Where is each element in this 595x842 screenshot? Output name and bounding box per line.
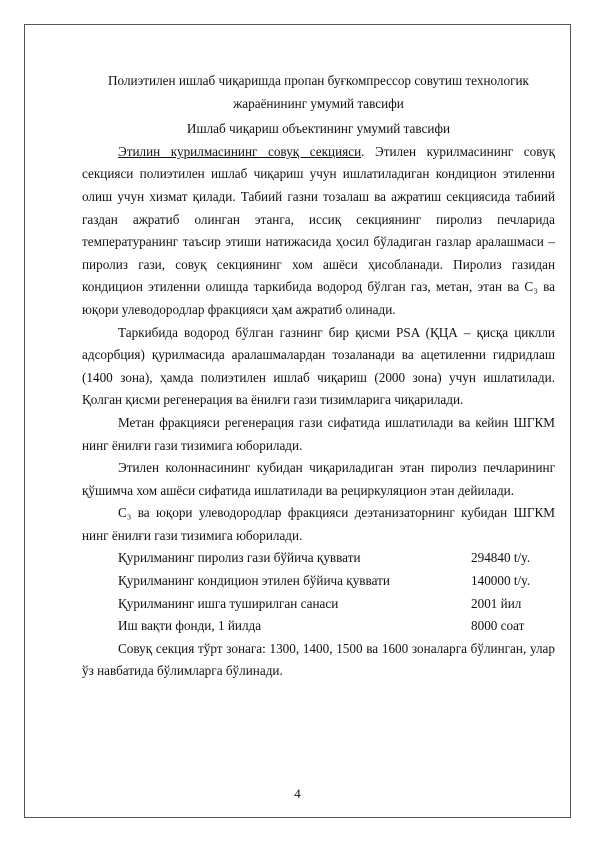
spec-row [82, 570, 555, 593]
paragraph-1-lead: Этилин курилмасининг совуқ секцияси [118, 143, 362, 159]
paragraph-1-text: . Этилен курилмасининг совуқ секцияси полиэтилен ишлаб чиқариш учун ишлатиладиган кондицион этиленни олиш учун хизмат қилади. Табиий газни тозалаш ва ажратиш секциясида табиий газдан ажратиб олинган этанга, иссиқ секциянинг пиролиз печларида температуранинг таъсир этиши натижасида ҳосил бўладиган газлар аралашмаси – пиролиз гази, совуқ секциянинг хом ашёси ҳисобланади. Пиролиз газидан кондицион этиленни олишда таркибида водород бўлган газ, метан, этан ва C₃ ва юқори улеводородлар фракцияси ҳам ажратиб олинади. [82, 143, 555, 317]
paragraph-3: Метан фракцияси регенерация гази сифатида ишлатилади ва кейин ШГКМ нинг ёнилғи гази тизимига юборилади. [82, 414, 555, 453]
spec-row [82, 593, 555, 616]
spec-label: Иш вақти фонди, 1 йилда [118, 618, 262, 634]
spec-value: 294840 t/y. [471, 550, 531, 566]
document-title: Полиэтилен ишлаб чиқаришда пропан буғкомпрессор совутиш технологик жараёнининг умумий тавсифи [108, 73, 529, 111]
spec-label: Қурилманинг ишга туширилган санаси [118, 595, 339, 611]
paragraph-1 [82, 141, 555, 322]
document-body [82, 70, 555, 683]
paragraph-2: Таркибида водород бўлган газнинг бир қисми PSA (ҚЦА – қисқа циклли адсорбция) қурилмасида аралашмалардан тозаланади ва ацетиленни гидридлаш (1400 зона), ҳамда полиэтилен ишлаб чиқариш (2000 зона) учун ишлатилади. Қолган қисми регенерация ва ёнилғи гази тизимларига чиқарилади. [82, 324, 555, 408]
spec-row [82, 547, 555, 570]
spec-label: Қурилманинг кондицион этилен бўйича қуввати [118, 573, 390, 589]
closing-paragraph: Совуқ секция тўрт зонага: 1300, 1400, 1500 ва 1600 зоналарга бўлинган, улар ўз навбатида бўлимларга бўлинади. [82, 640, 555, 679]
spec-value: 2001 йил [471, 595, 522, 611]
spec-value: 8000 соат [471, 618, 525, 634]
section-title: Ишлаб чиқариш объектининг умумий тавсифи [186, 121, 451, 137]
paragraph-5: C₃ ва юқори улеводородлар фракцияси деэтанизаторнинг кубидан ШГКМ нинг ёнилғи гази тизимига юборилади. [82, 505, 555, 543]
spec-value: 140000 t/y. [471, 573, 531, 589]
page-number: 4 [294, 786, 301, 801]
spec-label: Қурилманинг пиролиз гази бўйича қуввати [118, 550, 361, 566]
paragraph-4: Этилен колоннасининг кубидан чиқариладиган этан пиролиз печларининг қўшимча хом ашёси сифатида ишлатилади ва рециркуляцион этан дейилади. [82, 460, 555, 498]
spec-row [82, 615, 555, 638]
